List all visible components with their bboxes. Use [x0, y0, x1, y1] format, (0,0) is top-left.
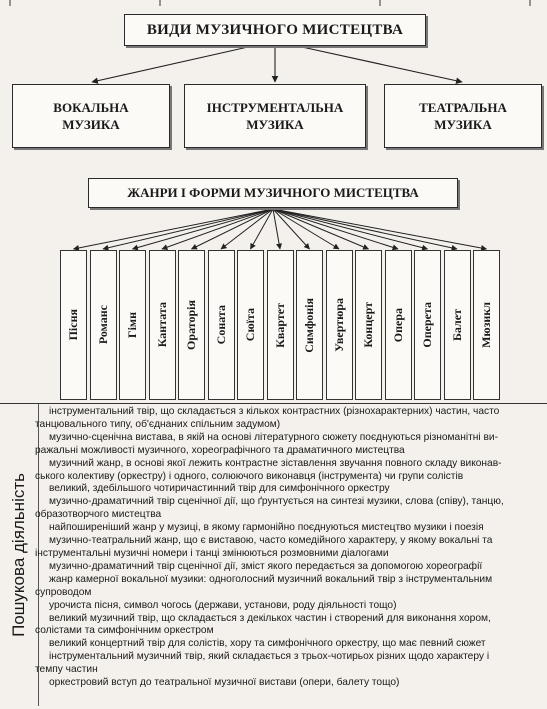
diagram-title: ВИДИ МУЗИЧНОГО МИСТЕЦТВА	[146, 21, 404, 38]
genre-box	[90, 250, 117, 400]
definition-text-continued: танцювального типу, об'єднаних спільним задумом)	[35, 418, 281, 430]
definition-text: урочиста пісня, символ чогось (держави, установи, роду діяльності тощо)	[49, 599, 397, 611]
definition-item	[34, 483, 540, 496]
category-instrumental-label: ІНСТРУМЕНТАЛЬНА МУЗИКА	[206, 100, 344, 132]
genre-arrow	[221, 209, 273, 249]
definition-item	[34, 432, 540, 458]
definition-item	[34, 613, 540, 639]
definition-item	[34, 535, 540, 561]
definition-item	[34, 651, 540, 677]
genre-box	[473, 250, 500, 400]
category-vocal	[12, 84, 170, 148]
genre-arrow	[273, 209, 398, 249]
definition-text: великий музичний твір, що складається з декількох частин і створений для виконання хором,	[49, 612, 491, 624]
genre-label: Ораторія	[184, 300, 198, 350]
genre-label: Пісня	[66, 309, 80, 341]
genres-title: ЖАНРИ І ФОРМИ МУЗИЧНОГО МИСТЕЦТВА	[127, 185, 419, 200]
genre-arrow	[273, 209, 310, 249]
definition-text: музично-драматичний твір сценічної дії, що ґрунтується на синтезі музики, слова (співу), танцю,	[49, 496, 504, 508]
definition-item	[34, 406, 540, 432]
genre-label: Опера	[390, 307, 405, 343]
definition-text-continued: супроводом	[35, 586, 92, 598]
definition-text: жанр камерної вокальної музики: одноголосний музичний вокальний твір з інструментальним	[49, 573, 493, 585]
genre-box	[149, 250, 176, 400]
section-label-box	[2, 410, 36, 700]
section-label: Пошукова діяльність	[9, 473, 28, 637]
genre-label: Мюзикл	[479, 302, 493, 348]
genres-to-forms-arrows	[74, 209, 487, 249]
definitions-list	[34, 406, 540, 690]
genre-label: Кантата	[154, 302, 169, 348]
genre-box	[444, 250, 471, 400]
diagram-title-box	[124, 14, 426, 46]
genre-arrow	[162, 209, 273, 249]
genre-label: Романс	[95, 305, 110, 345]
genre-label: Соната	[213, 305, 228, 345]
section-divider	[0, 403, 547, 404]
genre-arrow	[273, 209, 428, 249]
genre-box	[414, 250, 441, 400]
top-edge-marks	[0, 0, 547, 6]
genre-box	[385, 250, 412, 400]
definition-text: великий, здебільшого чотиричастинний твір для симфонічного оркестру	[49, 483, 390, 495]
definition-text: музично-театральний жанр, що є виставою, часто комедійного характеру, у якому вокальні та	[49, 535, 493, 547]
category-theatrical	[384, 84, 542, 148]
definition-text-continued: темпу частин	[35, 664, 98, 676]
definition-item	[34, 600, 540, 613]
definition-text: музично-сценічна вистава, в якій на основі літературного сюжету поєднуються різноманітні ви-	[49, 431, 498, 443]
definition-text-continued: інструментальні музичні номери і танці змінюються розмовними діалогами	[35, 547, 389, 559]
genre-box	[355, 250, 382, 400]
genre-arrow	[273, 209, 369, 249]
genre-arrow	[273, 209, 457, 249]
genre-arrow	[103, 209, 273, 249]
genre-box	[208, 250, 235, 400]
genre-box	[60, 250, 87, 400]
genre-box	[326, 250, 353, 400]
definition-item	[34, 561, 540, 574]
genre-label: Оперета	[420, 302, 434, 348]
definition-item	[34, 458, 540, 484]
genre-box	[267, 250, 294, 400]
genre-label: Балет	[449, 309, 464, 341]
genre-arrow	[273, 209, 280, 249]
category-instrumental	[184, 84, 366, 148]
title-to-categories-arrows	[92, 47, 462, 82]
definition-text: музичний жанр, в основі якої лежить контрастне зіставлення звучання повного складу виконав-	[49, 457, 502, 469]
definition-text: музично-драматичний твір сценічної дії, зміст якого передається за допомогою хореографії	[49, 560, 483, 572]
definition-text: найпоширеніший жанр у музиці, в якому гармонійно поєднуються мистецтво музики і поезія	[49, 522, 484, 534]
category-vocal-label: ВОКАЛЬНА МУЗИКА	[53, 100, 129, 132]
genre-label: Квартет	[272, 302, 287, 348]
genre-label: Концерт	[361, 302, 375, 348]
genre-box	[237, 250, 264, 400]
definition-text: інструментальний твір, що складається з кількох контрастних (різнохарактерних) частин, часто	[49, 406, 500, 417]
genre-arrow	[251, 209, 274, 249]
genre-arrow	[133, 209, 274, 249]
genre-box	[178, 250, 205, 400]
genre-arrow	[74, 209, 274, 249]
definition-item	[34, 677, 540, 690]
category-theatrical-label: ТЕАТРАЛЬНА МУЗИКА	[419, 100, 507, 132]
genre-arrow	[273, 209, 487, 249]
genre-label: Увертюра	[331, 298, 346, 352]
definition-item	[34, 522, 540, 535]
genre-label: Симфонія	[302, 297, 316, 353]
definition-item	[34, 638, 540, 651]
genre-arrow	[273, 209, 339, 249]
definition-text-continued: ражальні можливості музичного, хореографічного та драматичного мистецтва	[35, 444, 405, 456]
definition-item	[34, 496, 540, 522]
genre-label: Гімн	[125, 311, 139, 339]
definition-text: великий концертний твір для солістів, хору та симфонічного оркестру, що має певний сюжет	[49, 638, 486, 650]
definition-item	[34, 574, 540, 600]
definition-text-continued: ського колективу (оркестру) і одного, солюючого виконавця (інструмента) чи групи солістів	[35, 470, 464, 482]
genre-box	[296, 250, 323, 400]
definition-text-continued: образотворчого мистецтва	[35, 509, 162, 521]
genre-box	[119, 250, 146, 400]
definition-text: інструментальний музичний твір, який складається з трьох-чотирьох різних щодо характеру і	[49, 651, 490, 663]
definition-text: оркестровий вступ до театральної музичної вистави (опери, балету тощо)	[49, 677, 400, 689]
genres-title-box	[88, 178, 458, 208]
genre-arrow	[192, 209, 274, 249]
definition-text-continued: солістами та симфонічним оркестром	[35, 625, 214, 637]
genre-label: Сюїта	[243, 308, 257, 342]
